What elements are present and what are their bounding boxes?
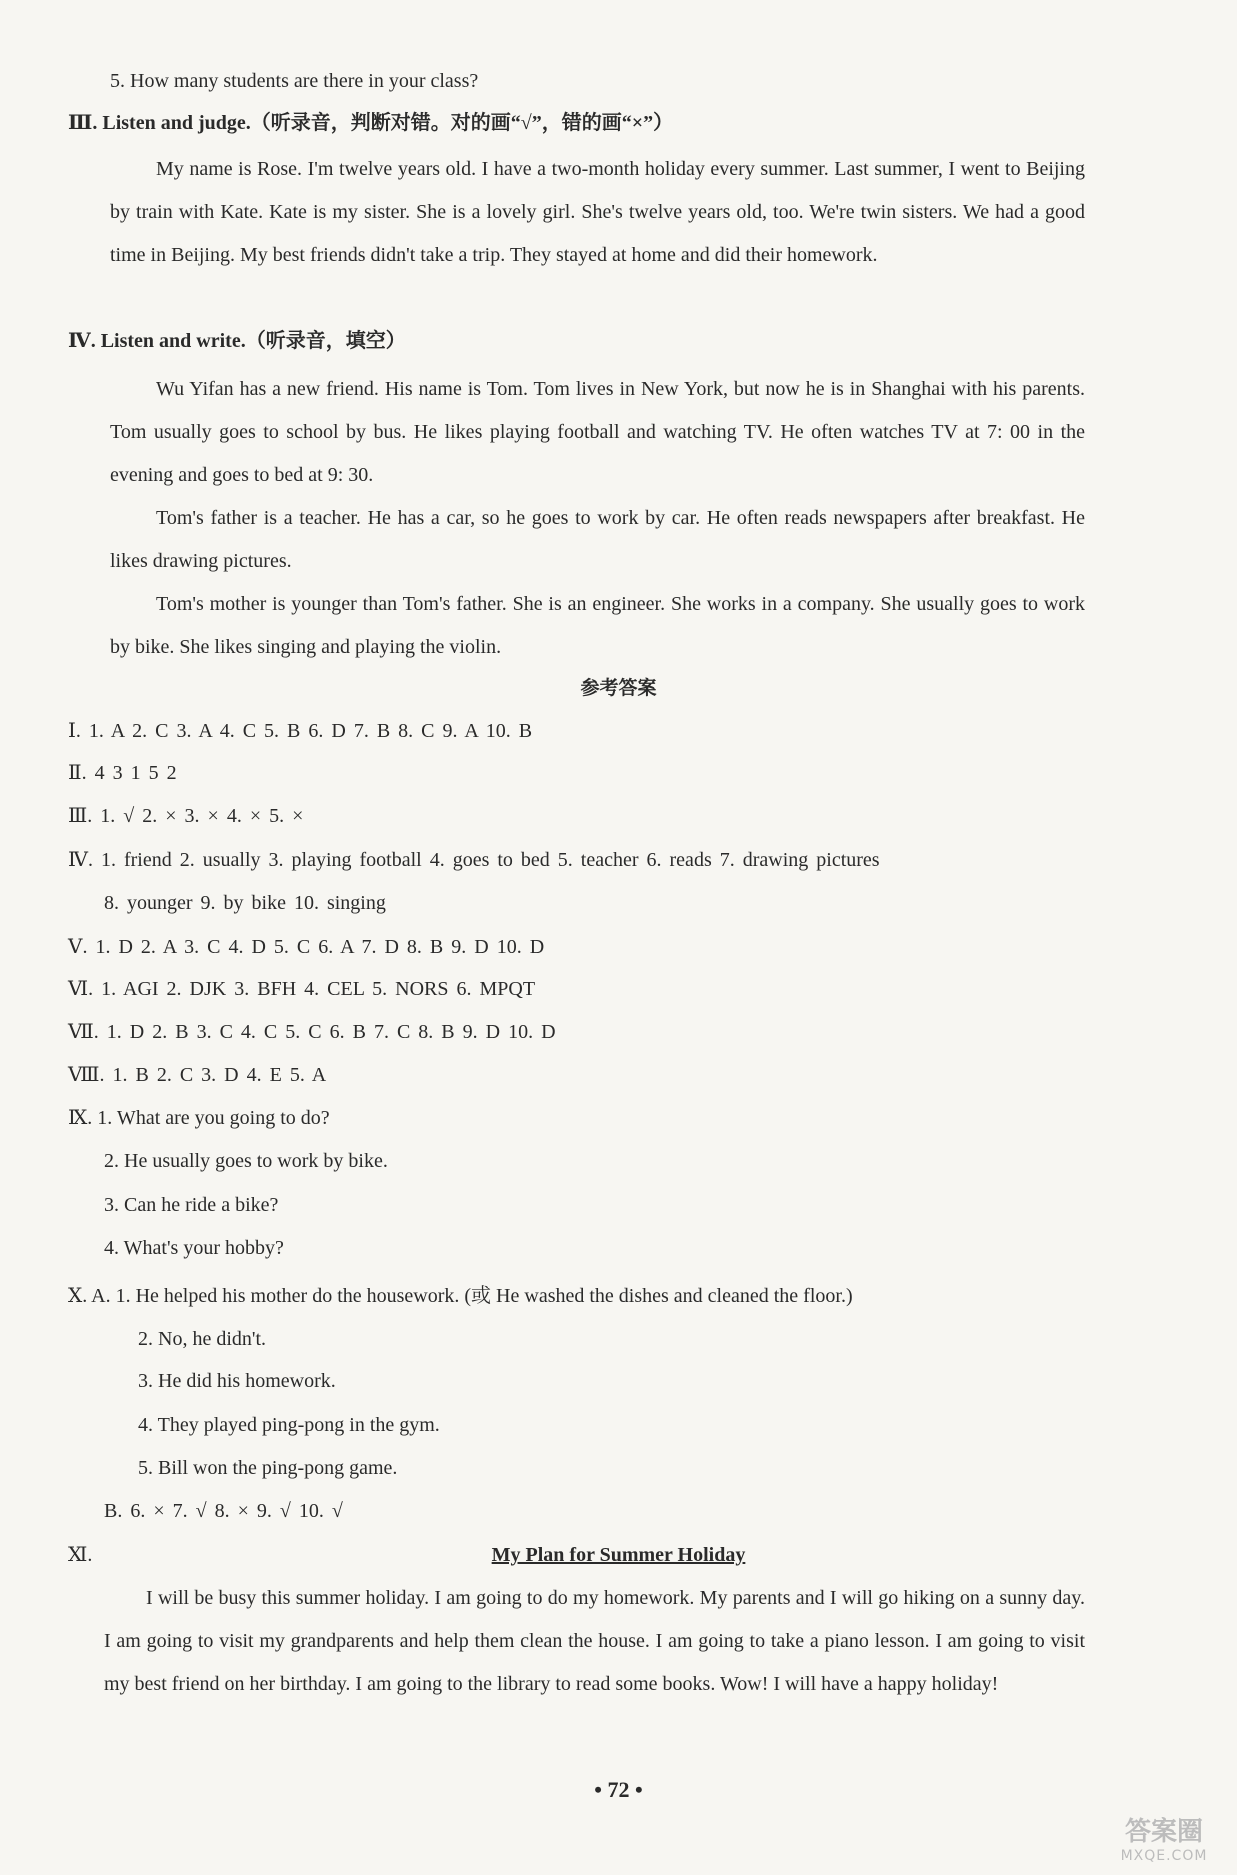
- section-4-heading: [68, 328, 406, 354]
- essay-title: My Plan for Summer Holiday: [491, 1544, 746, 1566]
- answers-row-6: Ⅵ. 1. AGI 2. DJK 3. BFH 4. CEL 5. NORS 6. MPQT: [68, 978, 536, 1000]
- answers-row-10-2: 2. No, he didn't.: [138, 1328, 267, 1350]
- section-4-heading-en: Ⅳ. Listen and write.: [68, 330, 246, 352]
- watermark-line-2: MXQE.COM: [1120, 1848, 1208, 1864]
- section-3-paragraph: My name is Rose. I'm twelve years old. I have a two-month holiday every summer. Last summer, I went to Beijing by train with Kate. Kate is my sister. She is a lovely girl. She's twelve years old, too. We're twin sisters. We had a good time in Beijing. My best friends didn't take a trip. They stayed at home and did their homework.: [110, 158, 1085, 266]
- answers-title: 参考答案: [580, 677, 657, 699]
- answers-row-7: Ⅶ. 1. D 2. B 3. C 4. C 5. C 6. B 7. C 8. B 9. D 10. D: [68, 1021, 556, 1043]
- answers-row-9-3: 3. Can he ride a bike?: [104, 1194, 279, 1216]
- watermark-line-1: 答案圈: [1124, 1817, 1203, 1847]
- page-number: • 72 •: [594, 1777, 643, 1802]
- answers-row-5: Ⅴ. 1. D 2. A 3. C 4. D 5. C 6. A 7. D 8. B 9. D 10. D: [68, 936, 545, 958]
- section-4-paragraph-3: Tom's mother is younger than Tom's father. She is an engineer. She works in a company. She usually goes to work by bike. She likes singing and playing the violin.: [110, 593, 1085, 658]
- section-4-paragraph-1: Wu Yifan has a new friend. His name is Tom. Tom lives in New York, but now he is in Shanghai with his parents. Tom usually goes to school by bus. He likes playing football and watching TV. He often watches TV at 7: 00 in the evening and goes to bed at 9: 30.: [110, 378, 1085, 486]
- question-5: 5. How many students are there in your class?: [110, 70, 479, 92]
- answers-row-4a: Ⅳ. 1. friend 2. usually 3. playing football 4. goes to bed 5. teacher 6. reads 7. drawing pictures: [68, 849, 880, 871]
- section-4-heading-cn: （听录音，填空）: [245, 330, 406, 352]
- answers-row-11-label: Ⅺ.: [68, 1544, 93, 1566]
- answers-row-4b: 8. younger 9. by bike 10. singing: [104, 892, 386, 914]
- essay-text: [104, 1577, 1085, 1706]
- essay-paragraph: I will be busy this summer holiday. I am going to do my homework. My parents and I will go hiking on a sunny day. I am going to visit my grandparents and help them clean the house. I am going to take a piano lesson. I am going to visit my best friend on her birthday. I am going to the library to read some books. Wow! I will have a happy holiday!: [104, 1587, 1085, 1695]
- section-4-text: [110, 368, 1085, 669]
- answers-row-3: Ⅲ. 1. √ 2. × 3. × 4. × 5. ×: [68, 805, 304, 827]
- answers-row-1: Ⅰ. 1. A 2. C 3. A 4. C 5. B 6. D 7. B 8. C 9. A 10. B: [68, 720, 533, 742]
- answers-row-10-4: 4. They played ping-pong in the gym.: [138, 1414, 440, 1436]
- answers-row-10-3: 3. He did his homework.: [138, 1370, 336, 1392]
- answers-row-10-1: Ⅹ. A. 1. He helped his mother do the housework. (或 He washed the dishes and cleaned the floor.): [68, 1285, 853, 1307]
- section-4-paragraph-2: Tom's father is a teacher. He has a car, so he goes to work by car. He often reads newspapers after breakfast. He likes drawing pictures.: [110, 507, 1085, 572]
- answers-row-2: Ⅱ. 4 3 1 5 2: [68, 762, 177, 784]
- answers-row-9-2: 2. He usually goes to work by bike.: [104, 1150, 388, 1172]
- answers-row-10-5: 5. Bill won the ping-pong game.: [138, 1457, 398, 1479]
- answers-row-8: Ⅷ. 1. B 2. C 3. D 4. E 5. A: [68, 1064, 327, 1086]
- answers-row-9-4: 4. What's your hobby?: [104, 1237, 284, 1259]
- section-3-heading: [68, 110, 673, 136]
- section-3-text: [110, 148, 1085, 277]
- answers-row-9-1: Ⅸ. 1. What are you going to do?: [68, 1107, 330, 1129]
- section-3-heading-en: Ⅲ. Listen and judge.: [68, 112, 251, 134]
- watermark-logo: [1101, 1817, 1227, 1871]
- section-3-heading-cn: （听录音，判断对错。对的画“√”，错的画“×”）: [250, 112, 674, 134]
- answers-row-10-b: B. 6. × 7. √ 8. × 9. √ 10. √: [104, 1500, 343, 1522]
